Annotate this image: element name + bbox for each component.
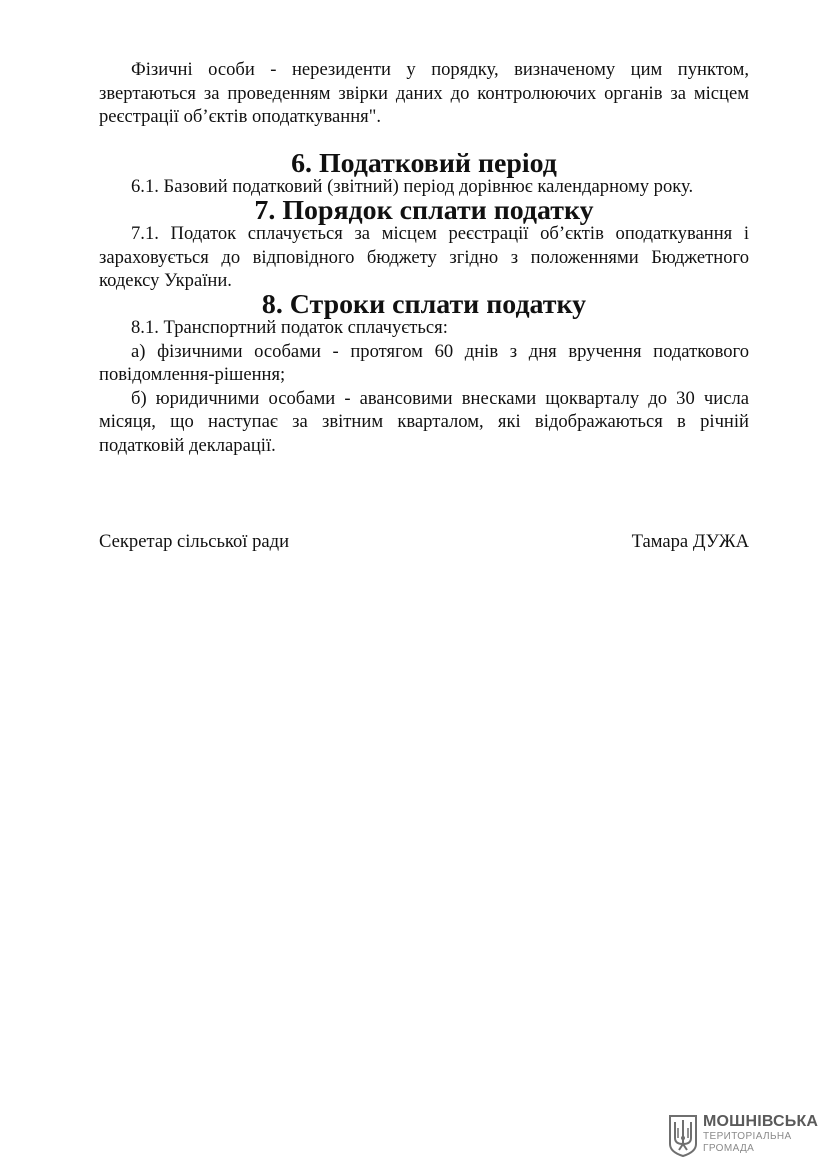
section-7-heading: 7. Порядок сплати податку [254,194,594,226]
section-7-paragraph-1: 7.1. Податок сплачується за місцем реєстрації об’єктів оподаткування і зараховується до відповідного бюджету згідно з положеннями Бюджетного кодексу України. [99,223,749,291]
signature-position: Секретар сільської ради [99,531,290,552]
community-logo [668,1114,818,1158]
section-8-heading: 8. Строки сплати податку [261,288,587,320]
section-6-heading: 6. Податковий період [291,147,557,179]
section-8-paragraph-b: б) юридичними особами - авансовими внесками щокварталу до 30 числа місяця, що наступає за звітним кварталом, які відображаються в річній податковій декларації. [99,387,749,456]
trident-coat-of-arms-icon [668,1114,698,1158]
logo-subtitle-line1: ТЕРИТОРІАЛЬНА [703,1131,792,1142]
logo-text [703,1114,818,1154]
signature-name: Тамара ДУЖА [631,531,749,552]
logo-title: МОШНІВСЬКА [703,1113,819,1130]
section-8-paragraph-1: 8.1. Транспортний податок сплачується: [131,317,448,338]
section-8-paragraph-a: а) фізичними особами - протягом 60 днів з дня вручення податкового повідомлення-рішення; [99,340,749,385]
logo-subtitle-line2: ГРОМАДА [703,1143,755,1154]
section-6-paragraph-1: 6.1. Базовий податковий (звітний) період дорівнює календарному року. [131,176,694,197]
signature-block [99,530,749,554]
intro-paragraph: Фізичні особи - нерезиденти у порядку, визначеному цим пунктом, звертаються за проведенням звірки даних до контролюючих органів за місцем реєстрації об’єктів оподаткування". [99,59,749,127]
document-body [99,58,749,457]
